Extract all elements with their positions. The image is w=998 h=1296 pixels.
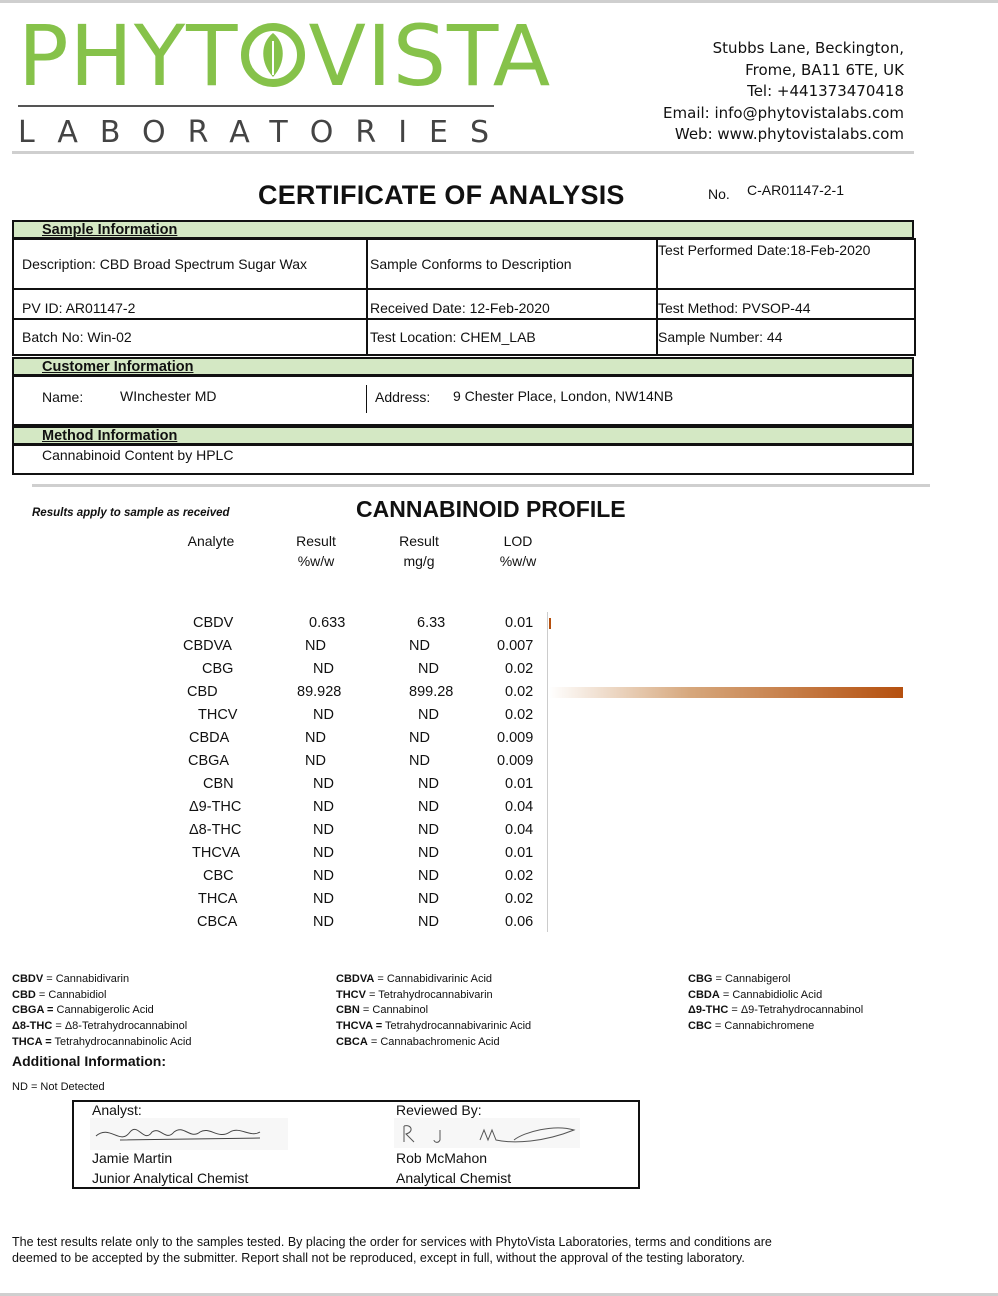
- analyte-cell: CBN: [203, 776, 234, 792]
- definition-text: = Cannabichromene: [711, 1020, 815, 1033]
- result-mg-cell: ND: [418, 661, 439, 677]
- definition-item: [688, 1003, 863, 1019]
- result-pct-cell: ND: [313, 776, 334, 792]
- lod-cell: 0.01: [505, 776, 534, 792]
- definitions-col-1: [12, 972, 191, 1051]
- profile-title: CANNABINOID PROFILE: [356, 496, 626, 522]
- sample-description: Description: CBD Broad Spectrum Sugar Wax: [13, 239, 367, 289]
- test-performed-date: Test Performed Date:18-Feb-2020: [657, 239, 915, 289]
- col-lod-header: [484, 531, 552, 571]
- sample-conforms: Sample Conforms to Description: [367, 239, 657, 289]
- result-mg-cell: ND: [418, 914, 439, 930]
- col-result-pct-line2: %w/w: [297, 553, 335, 569]
- definition-abbr: THCV: [336, 988, 366, 1001]
- footer-line-1: The test results relate only to the samples tested. By placing the order for services with PhytoVista Laboratories, terms and conditions are: [12, 1235, 772, 1249]
- reviewer-label: Reviewed By:: [396, 1102, 482, 1118]
- result-pct-cell: ND: [313, 707, 334, 723]
- definition-item: [336, 988, 531, 1004]
- customer-name-label: Name:: [42, 389, 84, 405]
- received-date: Received Date: 12-Feb-2020: [367, 289, 657, 319]
- definition-abbr: CBDVA: [336, 973, 375, 985]
- analyte-cell: Δ8-THC: [189, 822, 242, 838]
- analyte-cell: THCVA: [192, 845, 241, 861]
- definition-text: = Cannabidiol: [35, 988, 107, 1001]
- result-pct-cell: ND: [313, 799, 334, 815]
- definition-item: [336, 1019, 531, 1035]
- definition-text: Tetrahydrocannabivarinic Acid: [382, 1020, 532, 1033]
- analyte-cell: CBDV: [193, 615, 234, 631]
- leaf-logo-icon: [240, 18, 306, 88]
- footer-line-2: deemed to be accepted by the submitter. Report shall not be reproduced, except in full, without the approval of the testing laboratory.: [12, 1251, 745, 1265]
- definition-text: = Tetrahydrocannabivarin: [365, 988, 493, 1001]
- result-pct-cell: ND: [313, 845, 334, 861]
- certificate-no-value: C-AR01147-2-1: [747, 182, 845, 198]
- result-pct-cell: ND: [313, 868, 334, 884]
- definition-item: [12, 988, 191, 1004]
- definition-text: = Cannabidiolic Acid: [719, 988, 823, 1001]
- contact-address-1: Stubbs Lane, Beckington,: [712, 39, 904, 57]
- result-mg-cell: ND: [409, 753, 430, 769]
- definition-abbr: CBG: [688, 973, 713, 985]
- section-divider: [32, 484, 930, 487]
- result-mg-cell: ND: [418, 799, 439, 815]
- certificate-title: CERTIFICATE OF ANALYSIS: [258, 180, 625, 210]
- lod-cell: 0.01: [505, 845, 534, 861]
- definition-text: = Δ9-Tetrahydrocannabinol: [728, 1004, 864, 1017]
- logo-divider: [18, 105, 494, 107]
- col-lod-line1: LOD: [503, 533, 533, 549]
- lod-cell: 0.02: [505, 661, 534, 677]
- analyte-cell: THCA: [198, 891, 238, 907]
- analyte-cell: CBCA: [197, 914, 238, 930]
- pv-id: PV ID: AR01147-2: [13, 289, 367, 319]
- definition-item: [688, 1019, 863, 1035]
- method-info-heading: Method Information: [42, 428, 178, 444]
- bar-cbdv: [549, 618, 551, 629]
- result-pct-cell: ND: [313, 891, 334, 907]
- col-result-pct-header: [280, 531, 352, 571]
- customer-address-label: Address:: [375, 389, 431, 405]
- result-mg-cell: ND: [418, 891, 439, 907]
- sample-number: Sample Number: 44: [657, 319, 915, 355]
- top-border: [0, 0, 998, 3]
- definition-abbr: CBD: [12, 988, 36, 1001]
- contact-address-2: Frome, BA11 6TE, UK: [745, 60, 904, 79]
- reviewer-title: Analytical Chemist: [396, 1170, 512, 1186]
- col-result-mg-line1: Result: [399, 533, 439, 549]
- customer-info-header: [12, 357, 914, 376]
- sample-info-table: [12, 238, 916, 356]
- analyte-cell: THCV: [198, 707, 238, 723]
- result-pct-cell: ND: [313, 914, 334, 930]
- definition-item: [336, 1035, 531, 1051]
- lod-cell: 0.02: [505, 707, 534, 723]
- definition-abbr: CBN: [336, 1004, 360, 1017]
- result-pct-cell: ND: [313, 822, 334, 838]
- definition-text: = Δ8-Tetrahydrocannabinol: [52, 1020, 188, 1033]
- contact-web: Web: www.phytovistalabs.com: [674, 125, 904, 143]
- result-mg-cell: 6.33: [417, 615, 446, 631]
- analyte-cell: CBGA: [188, 753, 230, 769]
- definition-item: [688, 988, 863, 1004]
- definition-text: = Cannabinol: [359, 1004, 429, 1017]
- customer-name-value: WInchester MD: [120, 388, 217, 404]
- definition-item: [12, 1035, 191, 1051]
- result-mg-cell: ND: [409, 638, 430, 654]
- col-result-mg-line2: mg/g: [403, 553, 435, 569]
- definitions-col-3: [688, 972, 863, 1035]
- analyte-cell: CBD: [187, 684, 218, 700]
- result-pct-cell: 89.928: [297, 684, 342, 700]
- lod-cell: 0.02: [505, 868, 534, 884]
- batch-no: Batch No: Win-02: [13, 319, 367, 355]
- result-pct-cell: ND: [305, 638, 326, 654]
- col-lod-line2: %w/w: [499, 553, 537, 569]
- bar-cbd: [549, 687, 903, 698]
- analyst-name: Jamie Martin: [92, 1150, 173, 1166]
- result-pct-cell: ND: [305, 730, 326, 746]
- contact-phone: Tel: +441373470418: [747, 82, 904, 100]
- definition-abbr: CBDV: [12, 973, 44, 985]
- definition-abbr: CBC: [688, 1020, 712, 1033]
- logo-subtitle: LABORATORIES: [18, 115, 512, 150]
- analyst-title: Junior Analytical Chemist: [92, 1170, 249, 1186]
- definition-text: = Cannabidivarin: [43, 973, 130, 985]
- result-pct-cell: ND: [305, 753, 326, 769]
- analyte-cell: Δ9-THC: [189, 799, 242, 815]
- analyte-cell: CBDA: [189, 730, 230, 746]
- definition-text: Tetrahydrocannabinolic Acid: [51, 1035, 192, 1048]
- result-mg-cell: ND: [409, 730, 430, 746]
- test-location: Test Location: CHEM_LAB: [367, 319, 657, 355]
- additional-info-heading: Additional Information:: [12, 1053, 166, 1069]
- result-mg-cell: 899.28: [409, 684, 454, 700]
- definition-item: [336, 1003, 531, 1019]
- analyte-cell: CBG: [202, 661, 234, 677]
- col-result-pct-line1: Result: [296, 533, 336, 549]
- definitions-col-2: [336, 972, 531, 1051]
- definition-item: [12, 1019, 191, 1035]
- test-method: Test Method: PVSOP-44: [657, 289, 915, 319]
- reviewer-name: Rob McMahon: [396, 1150, 488, 1166]
- analyte-cell: CBC: [203, 868, 234, 884]
- nd-note: ND = Not Detected: [12, 1081, 105, 1093]
- definition-text: = Cannabidivarinic Acid: [374, 973, 493, 985]
- result-mg-cell: ND: [418, 845, 439, 861]
- results-note: Results apply to sample as received: [32, 507, 230, 519]
- analyst-signature: [90, 1118, 288, 1150]
- lod-cell: 0.007: [497, 638, 534, 654]
- customer-divider: [366, 385, 367, 413]
- result-mg-cell: ND: [418, 707, 439, 723]
- header-divider: [12, 151, 914, 154]
- definition-abbr: THCVA =: [336, 1020, 383, 1033]
- analyst-label: Analyst:: [92, 1102, 142, 1118]
- contact-email: Email: info@phytovistalabs.com: [663, 103, 904, 122]
- bar-axis-line: [547, 612, 548, 932]
- result-mg-cell: ND: [418, 822, 439, 838]
- lod-cell: 0.06: [505, 914, 534, 930]
- result-pct-cell: ND: [313, 661, 334, 677]
- result-pct-cell: 0.633: [309, 615, 346, 631]
- certificate-no-label: No.: [708, 186, 730, 202]
- result-mg-cell: ND: [418, 776, 439, 792]
- definition-abbr: Δ9-THC: [688, 1004, 729, 1017]
- customer-info-heading: Customer Information: [42, 359, 194, 375]
- lod-cell: 0.01: [505, 615, 534, 631]
- sample-info-header: [12, 220, 914, 239]
- contact-block: [663, 38, 904, 146]
- sample-info-heading: Sample Information: [42, 222, 178, 238]
- lod-cell: 0.04: [505, 822, 534, 838]
- definition-abbr: Δ8-THC: [12, 1020, 53, 1033]
- lod-cell: 0.009: [497, 753, 534, 769]
- analyte-cell: CBDVA: [183, 638, 232, 654]
- result-mg-cell: ND: [418, 868, 439, 884]
- lod-cell: 0.04: [505, 799, 534, 815]
- col-result-mg-header: [383, 531, 455, 571]
- reviewer-signature: [394, 1118, 580, 1148]
- definition-abbr: CBGA =: [12, 1004, 54, 1017]
- lod-cell: 0.009: [497, 730, 534, 746]
- lod-cell: 0.02: [505, 684, 534, 700]
- logo-wordmark: PHYT VISTA: [18, 7, 552, 105]
- col-analyte-header: Analyte: [187, 533, 235, 549]
- customer-address-value: 9 Chester Place, London, NW14NB: [453, 388, 674, 404]
- definition-abbr: THCA =: [12, 1035, 52, 1048]
- method-info-header: [12, 426, 914, 445]
- definition-abbr: CBCA: [336, 1035, 368, 1048]
- definition-text: = Cannabigerol: [712, 973, 791, 985]
- definition-text: = Cannabachromenic Acid: [367, 1035, 500, 1048]
- definition-item: [688, 972, 863, 988]
- method-value: Cannabinoid Content by HPLC: [42, 447, 234, 463]
- footer-disclaimer: [12, 1234, 872, 1266]
- definition-item: [336, 972, 531, 988]
- definition-abbr: CBDA: [688, 988, 720, 1001]
- definition-text: Cannabigerolic Acid: [53, 1004, 154, 1017]
- definition-item: [12, 1003, 191, 1019]
- lod-cell: 0.02: [505, 891, 534, 907]
- definition-item: [12, 972, 191, 988]
